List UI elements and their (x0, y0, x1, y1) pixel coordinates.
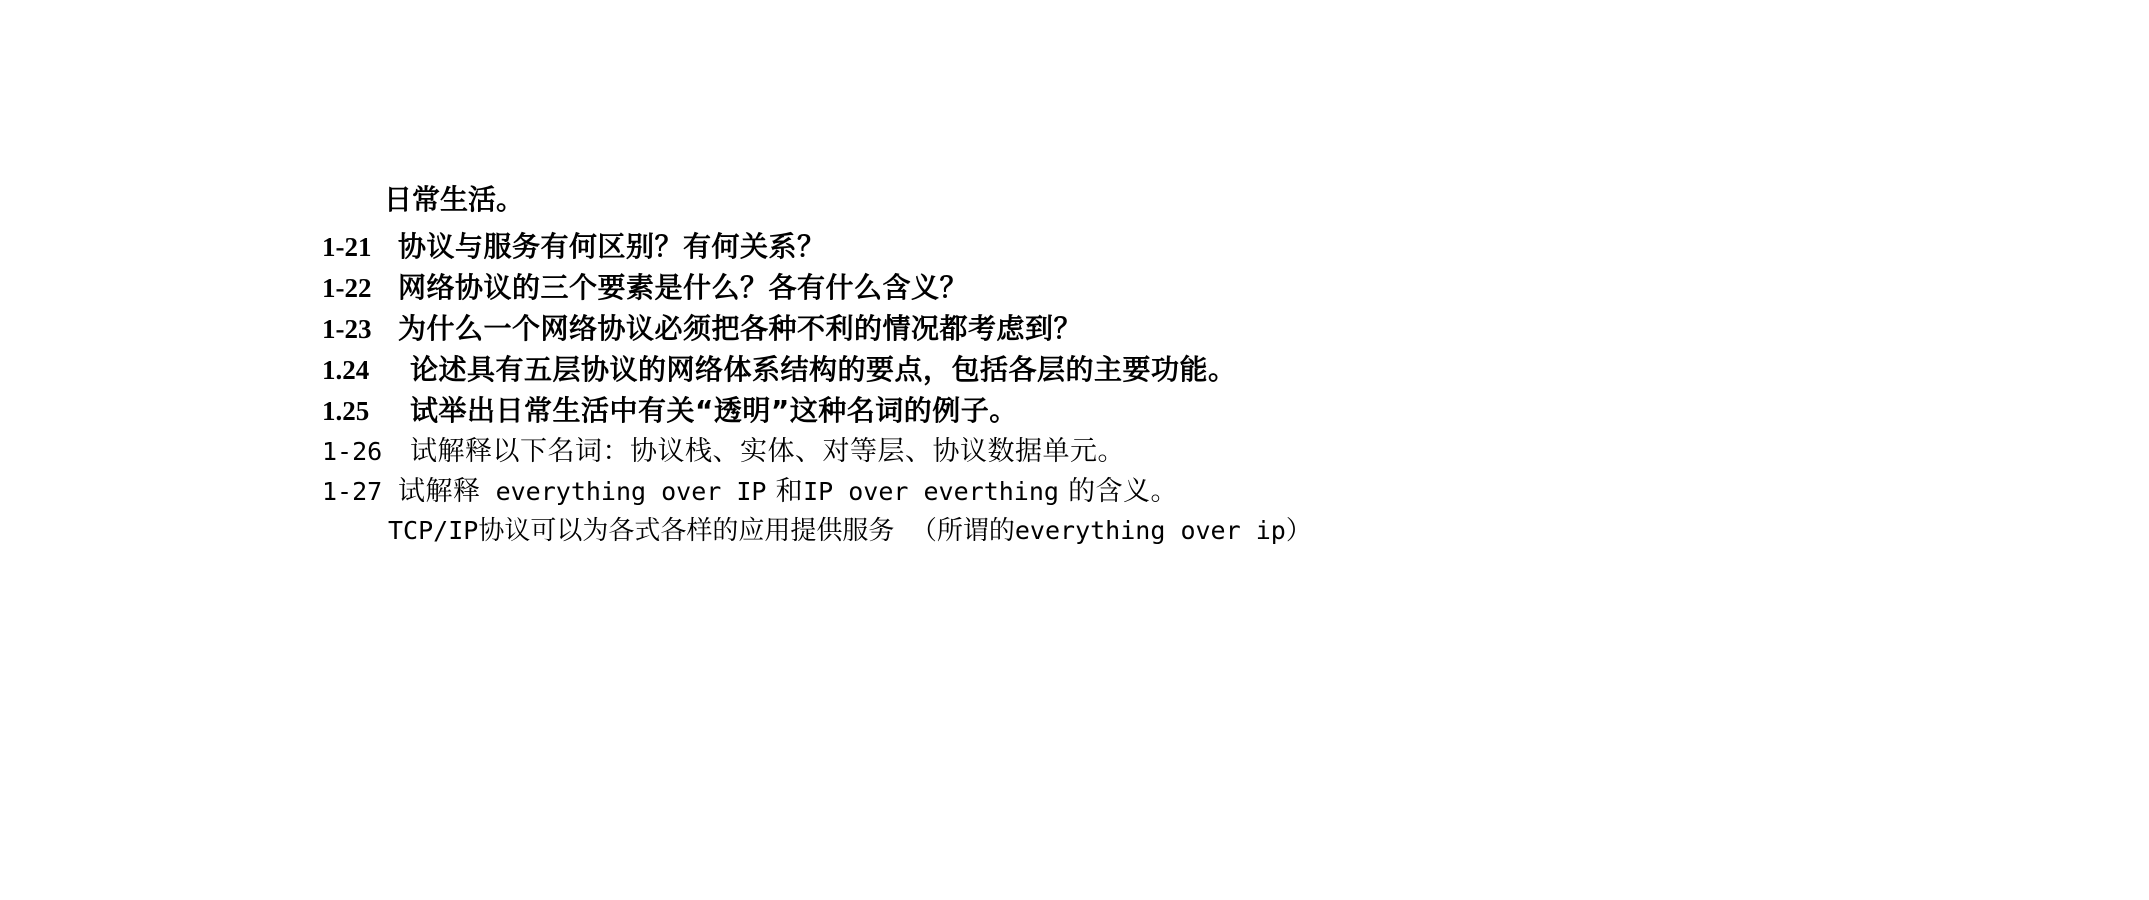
question-item (322, 394, 1822, 427)
question-middle (767, 478, 776, 505)
question-suffix-space (1059, 478, 1068, 505)
question-number: 1.25 (322, 396, 370, 426)
answer-mono-end: everything over ip (1014, 516, 1286, 545)
answer-paren-open: （所谓的 (910, 516, 1015, 546)
question-middle-text: 和 (775, 476, 804, 507)
answer-mono-start: TCP/IP (388, 516, 479, 545)
document-body (322, 178, 1822, 544)
question-text: 论述具有五层协议的网络体系结构的要点，包括各层的主要功能。 (410, 353, 1237, 386)
question-number: 1-27 (322, 477, 383, 506)
question-suffix: 的含义。 (1068, 476, 1179, 507)
question-item (322, 271, 1822, 304)
opening-line: 日常生活。 (384, 183, 525, 216)
question-mono-term-1 (481, 479, 496, 504)
question-item (322, 353, 1822, 386)
question-item (322, 230, 1822, 263)
question-number: 1.24 (322, 355, 370, 385)
question-number: 1-21 (322, 232, 372, 262)
question-text: 试举出日常生活中有关“透明”这种名词的例子。 (410, 394, 1018, 427)
question-prefix: 试解释 (398, 476, 481, 507)
question-item (322, 312, 1822, 345)
question-text: 网络协议的三个要素是什么？各有什么含义？ (398, 271, 969, 304)
question-text: 为什么一个网络协议必须把各种不利的情况都考虑到？ (398, 312, 1083, 345)
question-text: 协议与服务有何区别？有何关系？ (398, 230, 826, 263)
question-number: 1-22 (322, 273, 372, 303)
question-text: 试解释以下名词：协议栈、实体、对等层、协议数据单元。 (410, 436, 1125, 467)
answer-text-mid: 协议可以为各式各样的应用提供服务 (478, 516, 895, 546)
question-item-last (322, 478, 1822, 505)
question-item (322, 438, 1822, 465)
answer-gap (894, 518, 911, 544)
question-mono-term-1-text: everything over IP (495, 477, 767, 506)
question-mono-term-2: IP over everthing (803, 477, 1059, 506)
answer-line (388, 518, 1822, 544)
question-number: 1-23 (322, 314, 372, 344)
answer-paren-close: ） (1285, 516, 1312, 546)
question-number: 1-26 (322, 437, 383, 466)
